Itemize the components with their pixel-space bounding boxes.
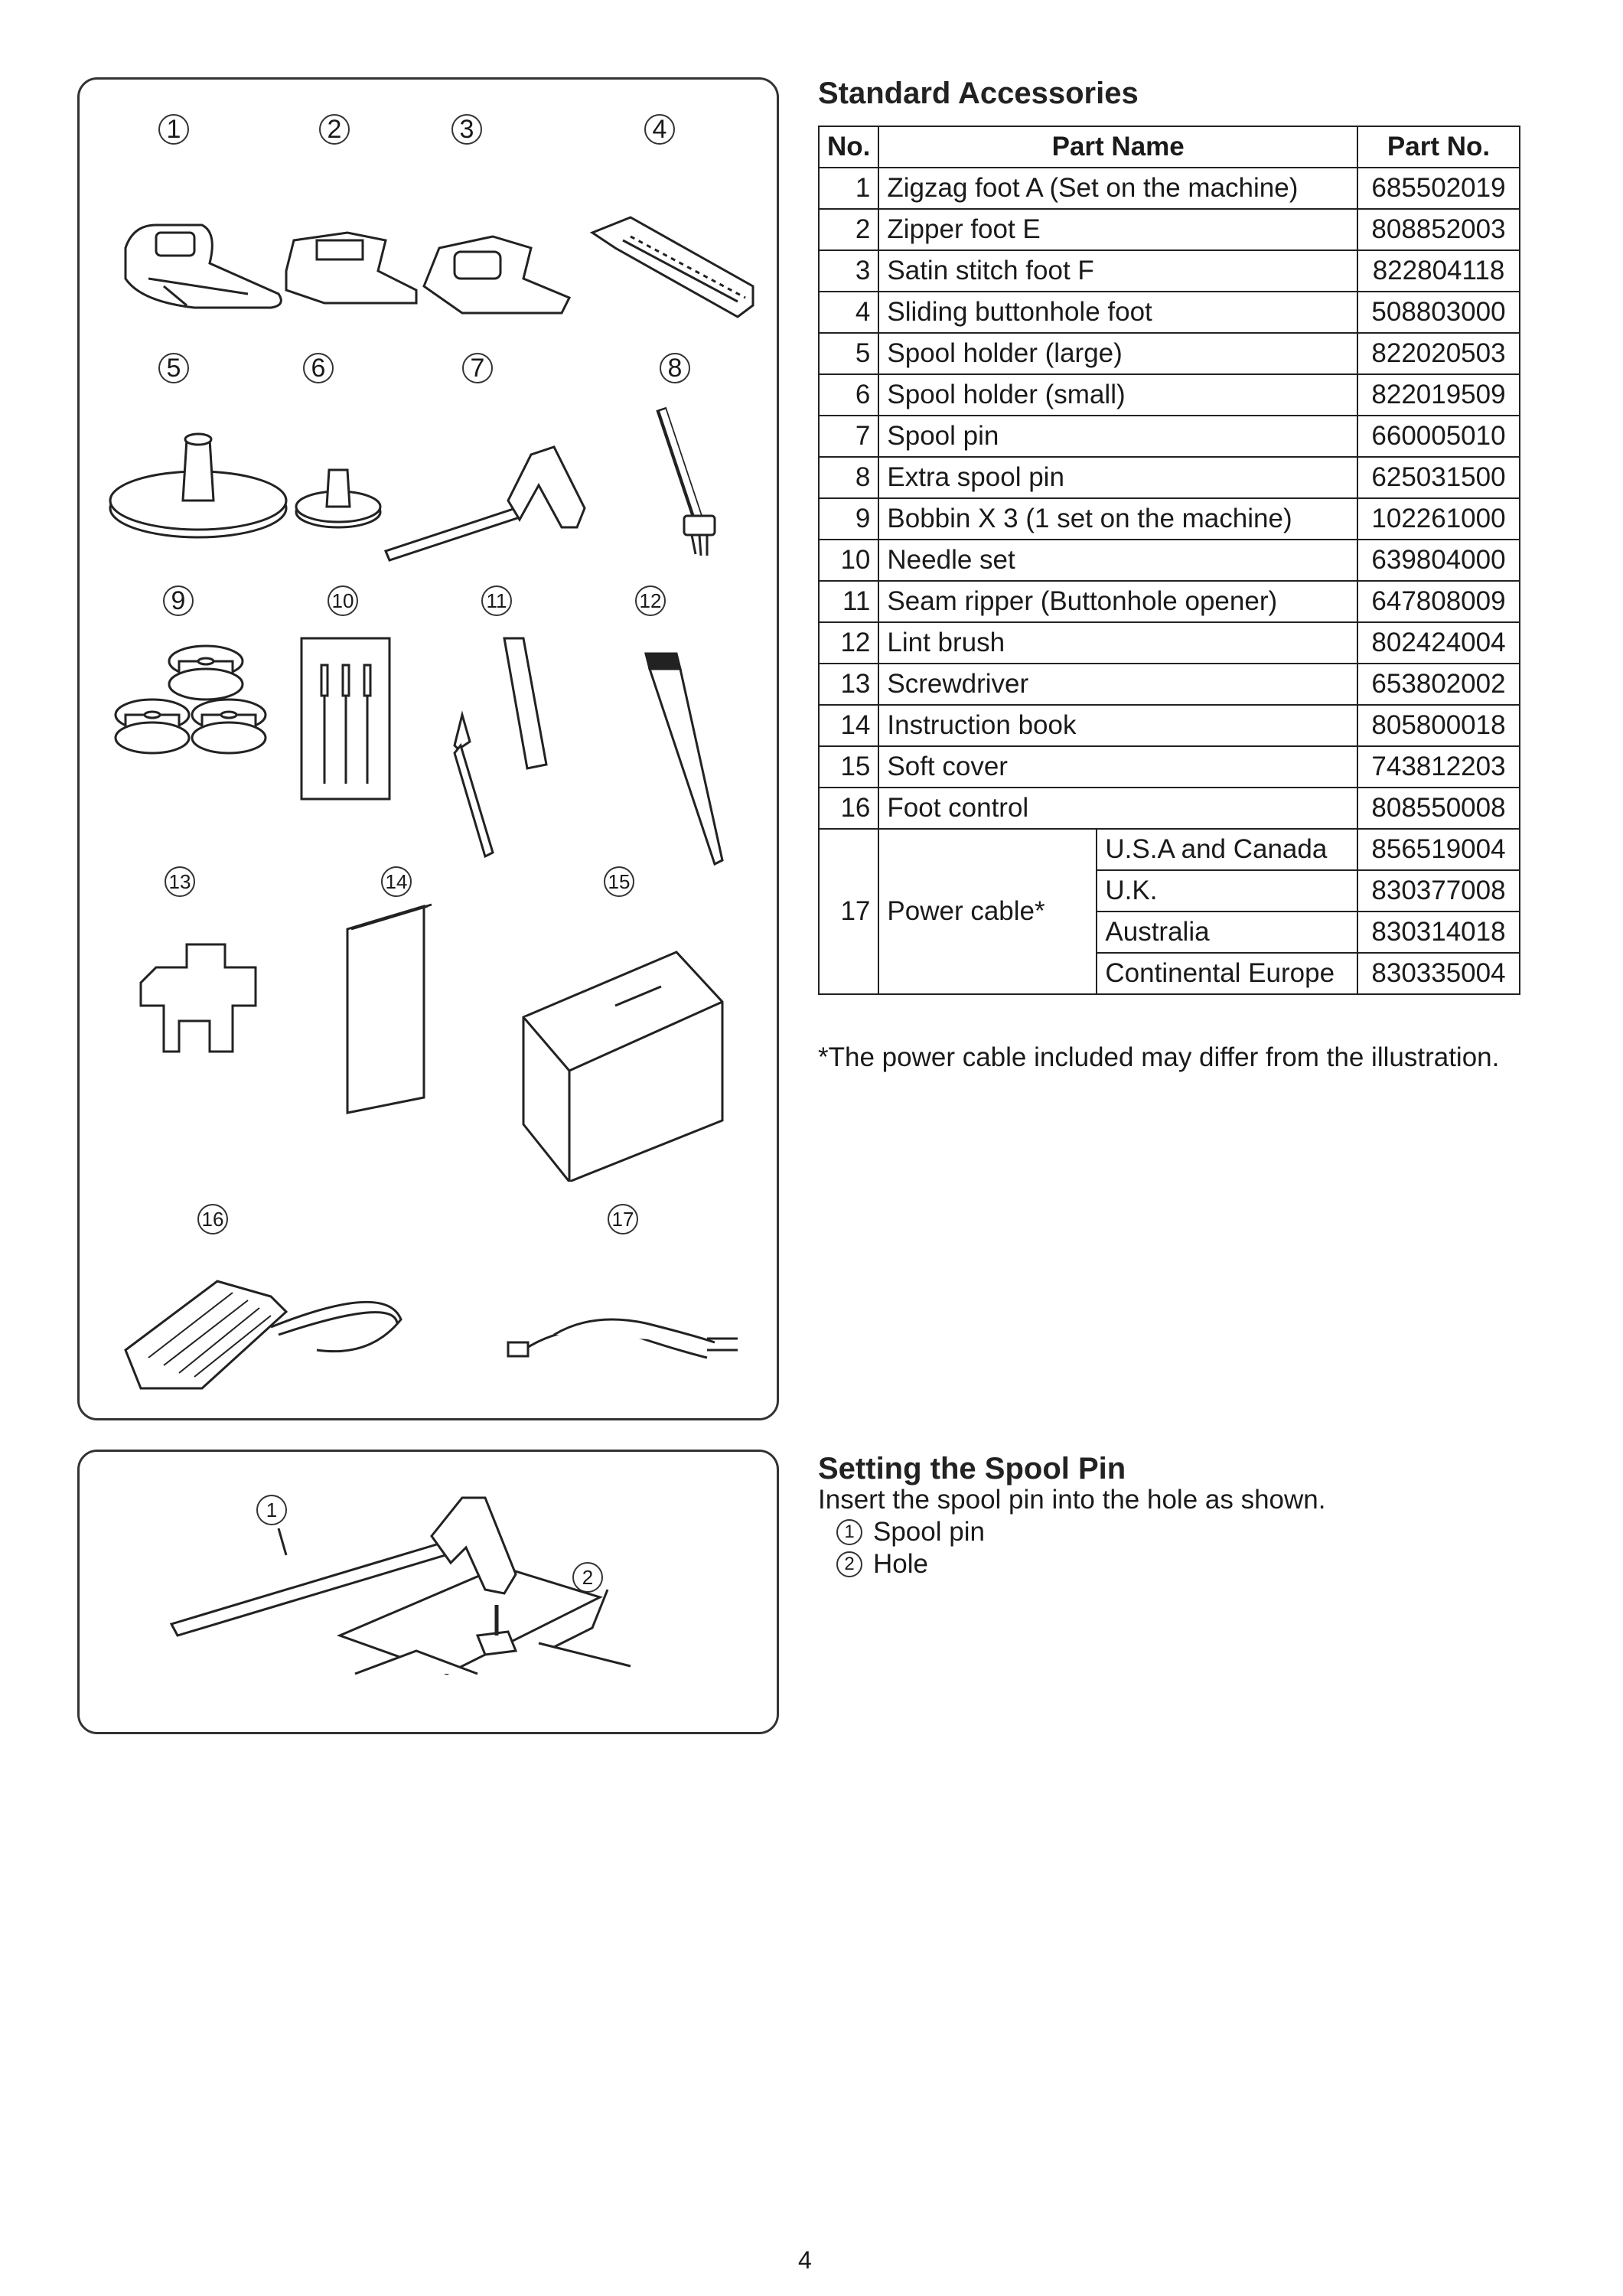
cell-part-no: 830335004 [1357,953,1520,994]
cell-part-no: 653802002 [1357,664,1520,705]
callout-7: 7 [462,353,493,383]
spool-pin-diagram [156,1482,676,1712]
cell-part-no: 830377008 [1357,870,1520,912]
cell-part-name: Sliding buttonhole foot [878,292,1357,333]
cell-region: Australia [1097,912,1357,953]
callout-16: 16 [197,1204,228,1234]
table-row [819,664,1520,705]
cell-part-name: Needle set [878,540,1357,581]
table-row [819,374,1520,416]
cell-part-no: 102261000 [1357,498,1520,540]
cell-part-name: Screwdriver [878,664,1357,705]
callout-13: 13 [165,866,195,897]
cell-region: U.S.A and Canada [1097,829,1357,870]
callout-1: 1 [158,114,189,145]
accessories-title: Standard Accessories [818,77,1139,110]
spool-holders-illustration [95,393,776,592]
cell-part-name: Zigzag foot A (Set on the machine) [878,168,1357,209]
cell-region: Continental Europe [1097,953,1357,994]
table-row [819,788,1520,829]
table-row [819,622,1520,664]
cell-part-name: Instruction book [878,705,1357,746]
table-row [819,209,1520,250]
cell-no: 2 [819,209,878,250]
cell-no: 9 [819,498,878,540]
cell-no: 1 [819,168,878,209]
cell-region: U.K. [1097,870,1357,912]
spool-pin-instruction: Insert the spool pin into the hole as shown. [818,1485,1326,1515]
cell-part-no: 625031500 [1357,457,1520,498]
cell-part-no: 508803000 [1357,292,1520,333]
callout-9: 9 [163,585,194,616]
cell-part-name: Bobbin X 3 (1 set on the machine) [878,498,1357,540]
legend-label-hole: Hole [873,1549,928,1579]
cell-part-no: 685502019 [1357,168,1520,209]
callout-4: 4 [644,114,675,145]
spool-pin-legend-item-2 [836,1549,928,1580]
cell-no: 12 [819,622,878,664]
table-row [819,457,1520,498]
marker-2: 2 [836,1551,862,1577]
callout-12: 12 [635,585,666,616]
cell-part-no: 647808009 [1357,581,1520,622]
table-row [819,746,1520,788]
cell-part-no: 822020503 [1357,333,1520,374]
callout-6: 6 [303,353,334,383]
cell-part-no: 822019509 [1357,374,1520,416]
cell-part-no: 660005010 [1357,416,1520,457]
cell-part-no: 639804000 [1357,540,1520,581]
cell-part-name: Spool pin [878,416,1357,457]
cell-part-name: Soft cover [878,746,1357,788]
cell-no: 10 [819,540,878,581]
foot-control-cable-illustration [95,1251,776,1404]
header-part-name: Part Name [878,126,1357,168]
spool-pin-illustration-panel [77,1450,779,1734]
cell-part-no: 808550008 [1357,788,1520,829]
table-row [819,498,1520,540]
cell-part-no: 808852003 [1357,209,1520,250]
cell-part-name: Power cable* [878,829,1097,994]
table-row-power-cable [819,829,1520,870]
table-row [819,333,1520,374]
callout-10: 10 [328,585,358,616]
table-row [819,416,1520,457]
power-cable-note: *The power cable included may differ from the illustration. [818,1042,1500,1072]
table-header-row [819,126,1520,168]
marker-1: 1 [836,1519,862,1545]
callout-5: 5 [158,353,189,383]
header-part-no: Part No. [1357,126,1520,168]
cell-part-no: 805800018 [1357,705,1520,746]
table-row [819,581,1520,622]
cell-no: 11 [819,581,878,622]
spool-pin-legend-item-1 [836,1517,985,1548]
table-row [819,540,1520,581]
callout-hole: 2 [572,1562,603,1593]
accessories-illustration-panel [77,77,779,1420]
cell-no: 17 [819,829,878,994]
cell-part-name: Extra spool pin [878,457,1357,498]
screwdriver-book-cover-illustration [95,899,776,1182]
cell-part-no: 802424004 [1357,622,1520,664]
callout-15: 15 [604,866,634,897]
cell-part-name: Zipper foot E [878,209,1357,250]
accessories-table [818,126,1520,995]
table-row [819,705,1520,746]
cell-part-name: Spool holder (small) [878,374,1357,416]
cell-no: 6 [819,374,878,416]
cell-part-no: 856519004 [1357,829,1520,870]
cell-no: 5 [819,333,878,374]
callout-3: 3 [451,114,482,145]
callout-11: 11 [481,585,512,616]
callout-2: 2 [319,114,350,145]
cell-part-no: 743812203 [1357,746,1520,788]
cell-no: 14 [819,705,878,746]
callout-spool-pin: 1 [256,1495,287,1525]
header-no: No. [819,126,878,168]
table-row [819,250,1520,292]
cell-part-name: Seam ripper (Buttonhole opener) [878,581,1357,622]
cell-no: 13 [819,664,878,705]
callout-14: 14 [381,866,412,897]
presser-feet-illustration [95,164,776,363]
legend-label-spool-pin: Spool pin [873,1517,985,1547]
cell-no: 3 [819,250,878,292]
cell-part-name: Lint brush [878,622,1357,664]
callout-17: 17 [608,1204,638,1234]
cell-part-name: Spool holder (large) [878,333,1357,374]
spool-pin-title: Setting the Spool Pin [818,1452,1126,1486]
callout-8: 8 [660,353,690,383]
cell-no: 4 [819,292,878,333]
cell-no: 7 [819,416,878,457]
cell-no: 15 [819,746,878,788]
cell-part-name: Foot control [878,788,1357,829]
cell-no: 8 [819,457,878,498]
cell-part-no: 830314018 [1357,912,1520,953]
cell-part-no: 822804118 [1357,250,1520,292]
table-row [819,168,1520,209]
cell-part-name: Satin stitch foot F [878,250,1357,292]
table-row [819,292,1520,333]
accessories-table-body [819,168,1520,994]
page-number: 4 [798,2246,812,2274]
bobbins-needles-illustration [95,623,776,883]
cell-no: 16 [819,788,878,829]
